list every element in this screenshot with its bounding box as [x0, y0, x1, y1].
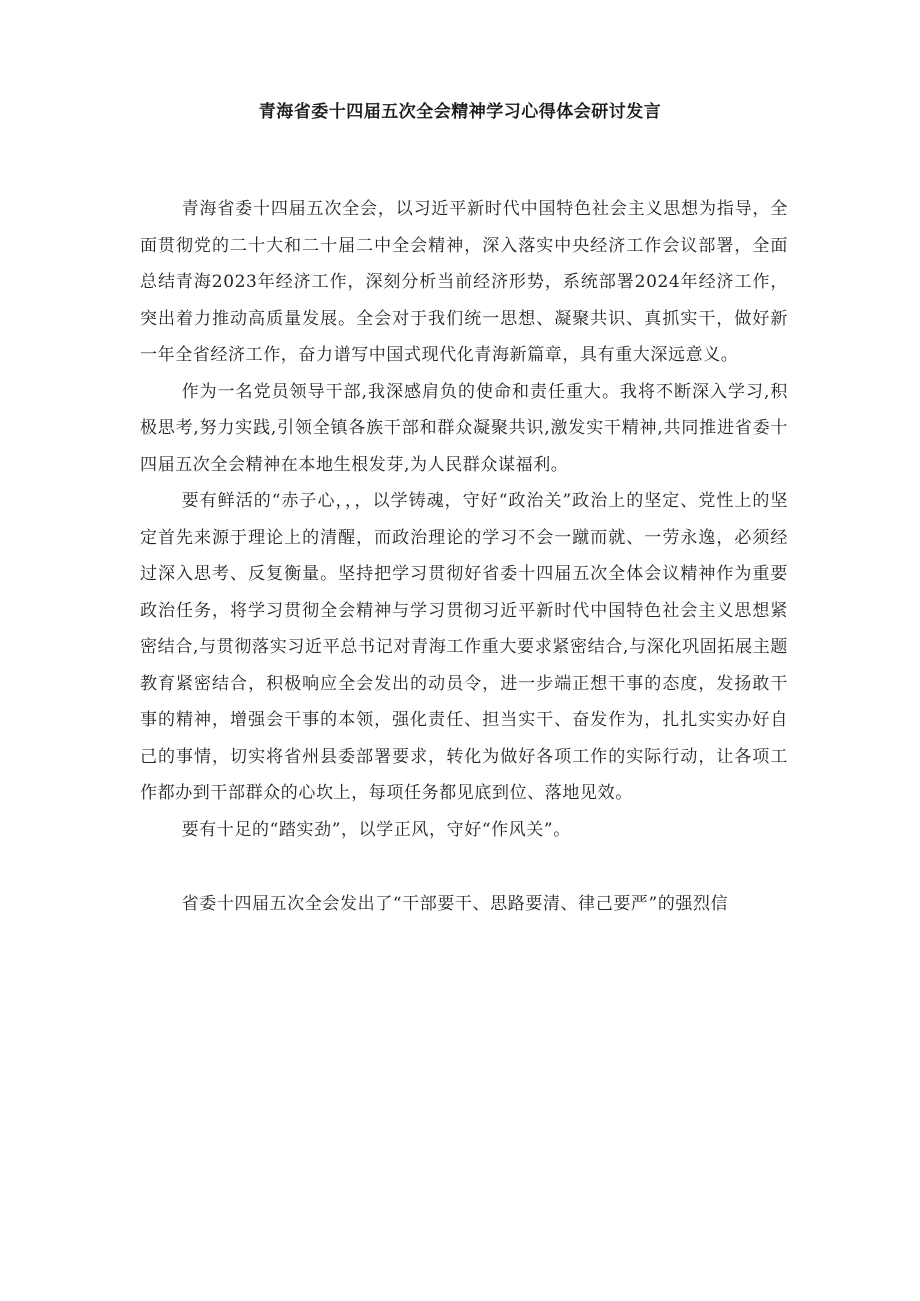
paragraph: 作为一名党员领导干部,我深感肩负的使命和责任重大。我将不断深入学习,积极思考,努力实践,引领全镇各族干部和群众凝聚共识,激发实干精神,共同推进省委十四届五次全会精神在本地生根发芽,为人民群众谋福利。	[140, 381, 788, 475]
document-title: 青海省委十四届五次全会精神学习心得体会研讨发言	[258, 102, 662, 122]
paragraph: 青海省委十四届五次全会，以习近平新时代中国特色社会主义思想为指导，全面贯彻党的二十大和二十届二中全会精神，深入落实中央经济工作会议部署，全面总结青海2023年经济工作，深刻分析当前经济形势，系统部署2024年经济工作，突出着力推动高质量发展。全会对于我们统一思想、凝聚共识、真抓实干，做好新一年全省经济工作，奋力谱写中国式现代化青海新篇章，具有重大深远意义。	[140, 199, 788, 365]
paragraph: 省委十四届五次全会发出了“干部要干、思路要清、律己要严”的强烈信	[181, 894, 729, 914]
paragraph: 要有十足的“踏实劲”，以学正风，守好“作风关”。	[181, 819, 571, 840]
document-body	[140, 191, 788, 923]
paragraph: 要有鲜活的“赤子心，，，以学铸魂，守好“政治关”政治上的坚定、党性上的坚定首先来源于理论上的清醒，而政治理论的学习不会一蹴而就、一劳永逸，必须经过深入思考、反复衡量。坚持把学习贯彻好省委十四届五次全体会议精神作为重要政治任务，将学习贯彻全会精神与学习贯彻习近平新时代中国特色社会主义思想紧密结合,与贯彻落实习近平总书记对青海工作重大要求紧密结合,与深化巩固拓展主题教育紧密结合，积极响应全会发出的动员令，进一步端正想干事的态度，发扬敢干事的精神，增强会干事的本领，强化责任、担当实干、奋发作为，扎扎实实办好自己的事情，切实将省州县委部署要求，转化为做好各项工作的实际行动，让各项工作都办到干部群众的心坎上，每项任务都见底到位、落地见效。	[140, 491, 788, 803]
